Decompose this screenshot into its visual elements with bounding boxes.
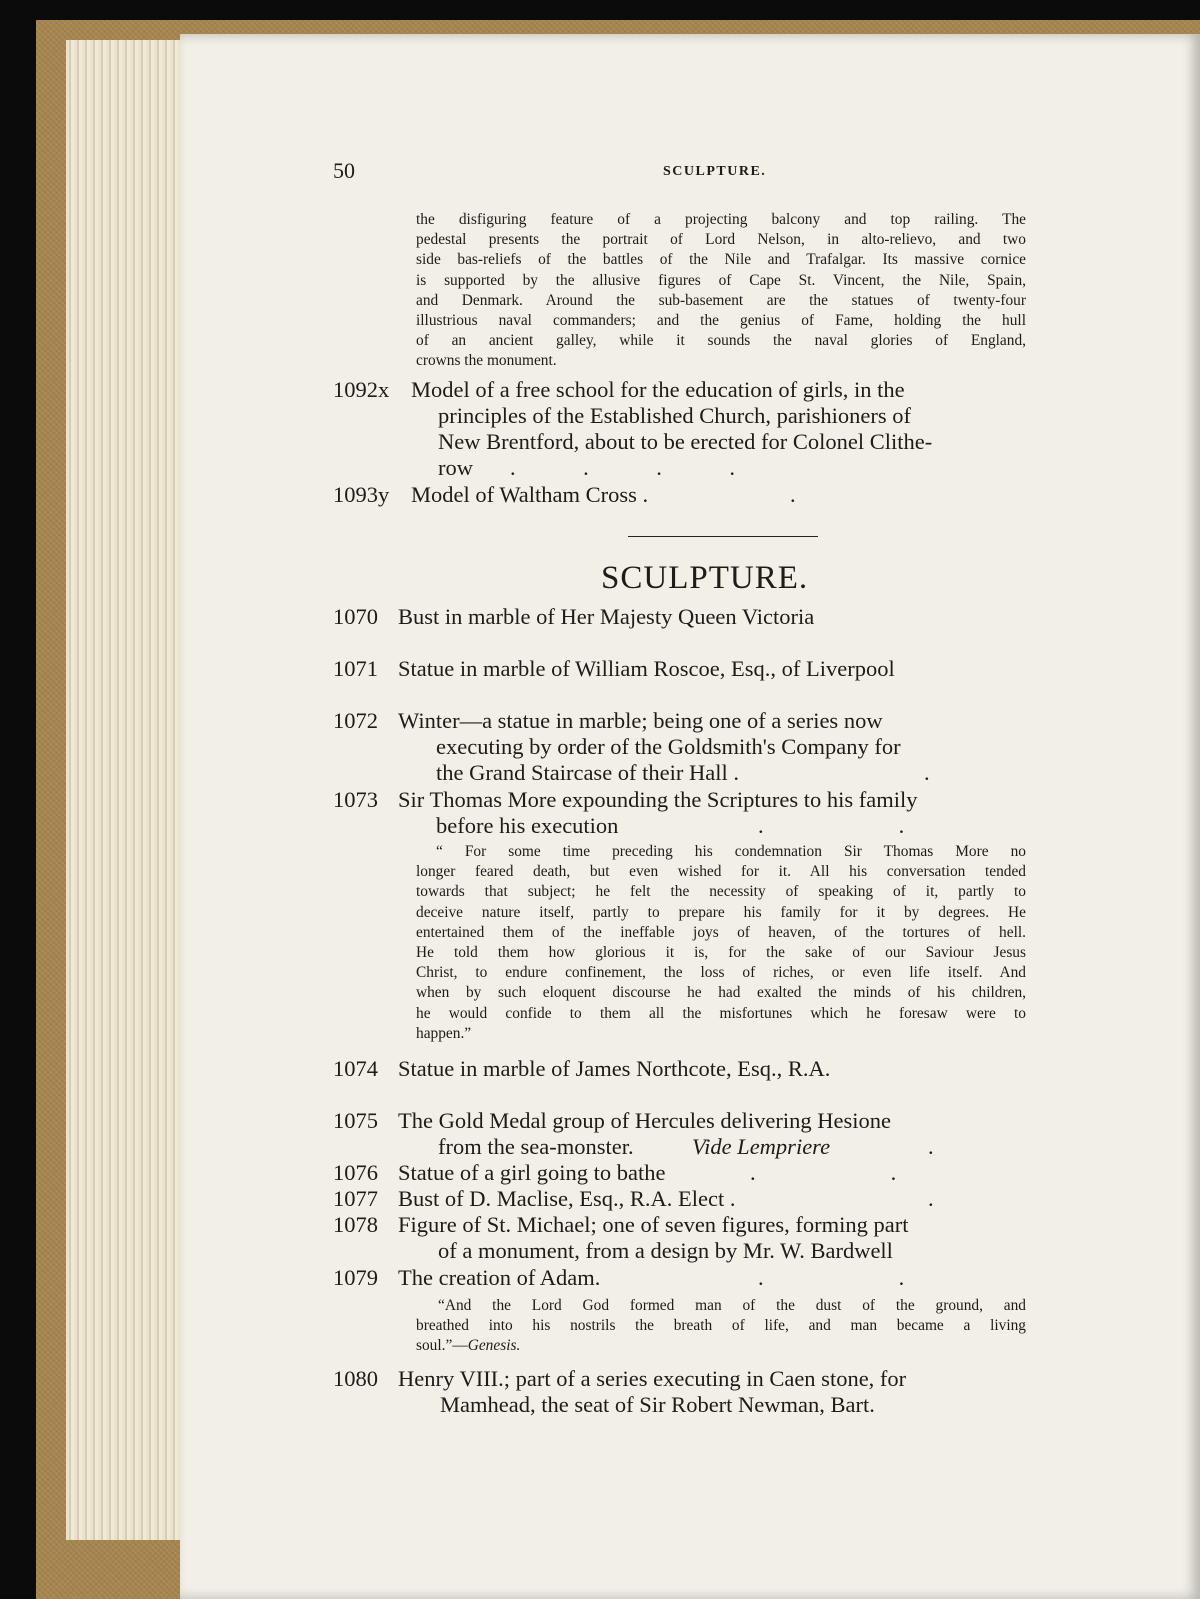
quote-line: towards that subject; he felt the necessity of speaking of it, partly to: [416, 883, 1026, 901]
quote-line: entertained them of the ineffable joys of heaven, of the tortures of hell.: [416, 923, 1026, 941]
entry-number: 1074: [333, 1056, 378, 1081]
entry-text: Model of Waltham Cross .: [411, 482, 649, 507]
running-head: SCULPTURE.: [663, 164, 767, 179]
reference-note: Vide Lempriere: [692, 1134, 831, 1159]
section-title: SCULPTURE.: [601, 560, 809, 596]
page-number: 50: [333, 158, 355, 183]
leader-dots: . .: [750, 1160, 897, 1185]
quote-line: breathed into his nostrils the breath of life, and man became a living: [416, 1317, 1026, 1335]
text-line: pedestal presents the portrait of Lord Nelson, in alto-relievo, and two: [416, 231, 1026, 249]
entry-number: 1077: [333, 1186, 378, 1211]
entry-text: Sir Thomas More expounding the Scriptures to his family: [398, 787, 918, 812]
entry-number: 1070: [333, 604, 378, 629]
intro-paragraph: [416, 210, 1026, 372]
entry-number: 1072: [333, 708, 378, 733]
entry-text: Bust of D. Maclise, Esq., R.A. Elect .: [398, 1186, 736, 1211]
quote-line: “ For some time preceding his condemnation Sir Thomas More no: [436, 843, 1026, 860]
entry-text: Bust in marble of Her Majesty Queen Victoria: [398, 604, 815, 629]
quote-line: happen.”: [416, 1024, 472, 1042]
quote-line: deceive nature itself, partly to prepare his family for it by degrees. He: [416, 903, 1026, 921]
entry-number: 1076: [333, 1160, 378, 1185]
entry-text: from the sea-monster.: [438, 1134, 634, 1159]
entry-number: 1078: [333, 1212, 378, 1237]
leader-dots: .: [928, 1186, 934, 1211]
entry-number: 1073: [333, 787, 378, 812]
entry-number: 1079: [333, 1265, 378, 1290]
leader-dots: .: [924, 760, 930, 785]
text-line: crowns the monument.: [416, 352, 557, 370]
entry-text: Statue in marble of James Northcote, Esq., R.A.: [398, 1056, 831, 1081]
leader-dots: .: [928, 1134, 934, 1159]
leader-dots: . .: [758, 813, 905, 838]
entry-text: Mamhead, the seat of Sir Robert Newman, Bart.: [440, 1392, 875, 1417]
entry-text: The Gold Medal group of Hercules delivering Hesione: [398, 1108, 891, 1133]
quote-block: [416, 842, 1026, 1044]
leader-dots: .: [790, 482, 796, 507]
text-line: is supported by the allusive figures of Cape St. Vincent, the Nile, Spain,: [416, 271, 1026, 289]
quote-line: soul.”—Genesis.: [416, 1337, 521, 1355]
quote-block: [416, 1296, 1026, 1357]
text-line: illustrious naval commanders; and the genius of Fame, holding the hull: [416, 312, 1026, 330]
quote-line: He told them how glorious it is, for the sake of our Saviour Jesus: [416, 944, 1026, 962]
entry-text: Statue in marble of William Roscoe, Esq., of Liverpool: [398, 656, 895, 681]
entry-number: 1093y: [333, 482, 390, 507]
entry-text: Model of a free school for the education of girls, in the: [411, 377, 905, 402]
entry-number: 1080: [333, 1366, 378, 1391]
text-line: of an ancient galley, while it sounds the naval glories of England,: [416, 332, 1026, 350]
entry-text: Statue of a girl going to bathe: [398, 1160, 666, 1185]
entry-number: 1071: [333, 656, 378, 681]
leader-dots: . .: [758, 1265, 905, 1290]
text-line: the disfiguring feature of a projecting balcony and top railing. The: [416, 211, 1026, 228]
section-rule: [628, 536, 818, 537]
entry-text: row: [438, 455, 473, 480]
entry-number: 1075: [333, 1108, 378, 1133]
entry-text: The creation of Adam.: [398, 1265, 601, 1290]
entry-text: before his execution: [436, 813, 619, 838]
text-line: and Denmark. Around the sub-basement are the statues of twenty-four: [416, 291, 1026, 309]
quote-line: he would confide to them all the misfortunes which he foresaw were to: [416, 1004, 1026, 1022]
entry-text: Figure of St. Michael; one of seven figures, forming part: [398, 1212, 909, 1237]
entry-text: the Grand Staircase of their Hall .: [436, 760, 740, 785]
text-line: side bas-reliefs of the battles of the Nile and Trafalgar. Its massive cornice: [416, 251, 1026, 269]
quote-line: Christ, to endure confinement, the loss of riches, or even life itself. And: [416, 964, 1026, 982]
entry-text: executing by order of the Goldsmith's Company for: [436, 734, 901, 759]
entry-text: Winter—a statue in marble; being one of a series now: [398, 708, 883, 733]
entry-text: New Brentford, about to be erected for Colonel Clithe-: [438, 429, 933, 454]
quote-line: longer feared death, but even wished for it. All his conversation tended: [416, 863, 1026, 881]
quote-line: when by such eloquent discourse he had exalted the minds of his children,: [416, 984, 1026, 1002]
leader-dots: . . . .: [510, 455, 735, 480]
quote-line: “And the Lord God formed man of the dust of the ground, and: [438, 1297, 1026, 1314]
entry-text: Henry VIII.; part of a series executing in Caen stone, for: [398, 1366, 907, 1391]
entry-text: of a monument, from a design by Mr. W. Bardwell: [438, 1238, 893, 1263]
entry-number: 1092x: [333, 377, 390, 402]
entry-text: principles of the Established Church, parishioners of: [438, 403, 912, 428]
